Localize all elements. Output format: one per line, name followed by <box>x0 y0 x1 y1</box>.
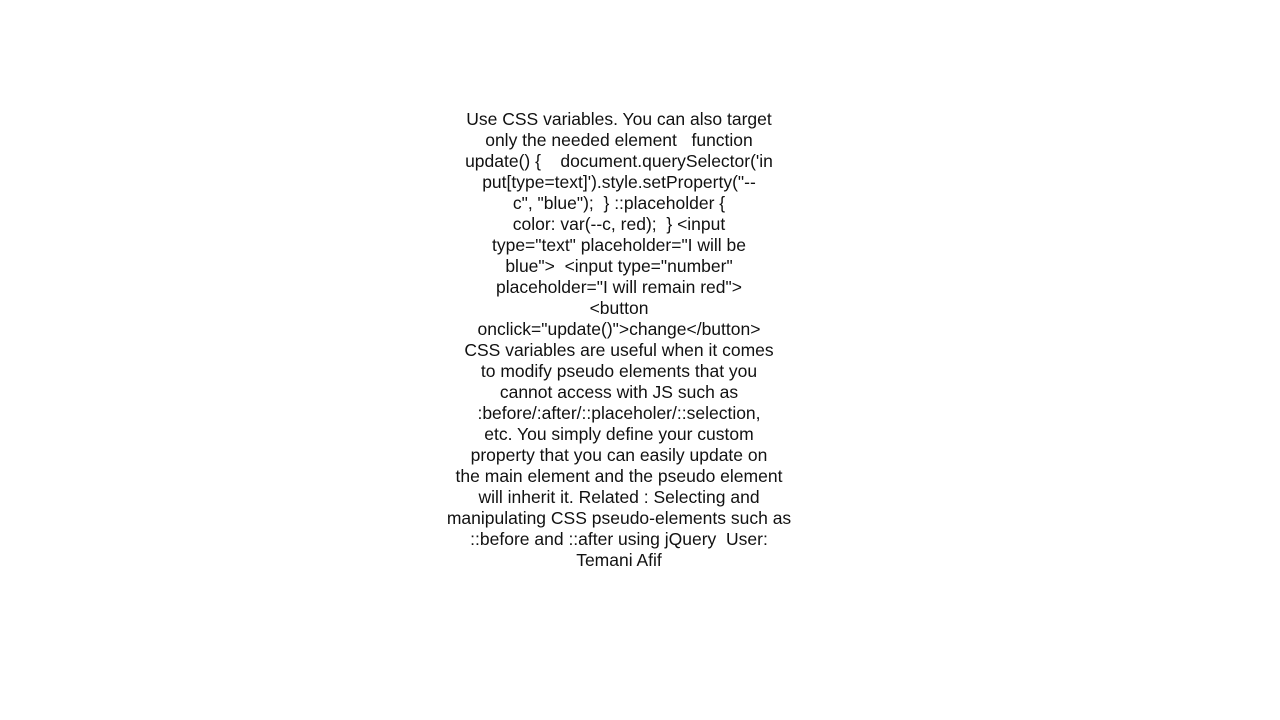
text-line: :before/:after/::placeholer/::selection, <box>477 403 761 423</box>
text-line: etc. You simply define your custom <box>484 424 754 444</box>
text-line: property that you can easily update on <box>470 445 768 465</box>
text-line: put[type=text]').style.setProperty("-- <box>482 172 756 192</box>
text-line: c", "blue"); } ::placeholder { <box>512 193 726 213</box>
text-line: color: var(--c, red); } <input <box>512 214 726 234</box>
text-line: CSS variables are useful when it comes <box>464 340 774 360</box>
text-line: placeholder="I will remain red"> <box>496 277 742 297</box>
text-line: onclick="update()">change</button> <box>477 319 761 339</box>
text-line: type="text" placeholder="I will be <box>491 235 747 255</box>
text-line: only the needed element function <box>485 130 753 150</box>
text-line: to modify pseudo elements that you <box>480 361 758 381</box>
text-line: update() { document.querySelector('in <box>465 151 773 171</box>
text-line: <button <box>589 298 649 318</box>
text-line: will inherit it. Related : Selecting and <box>478 487 760 507</box>
text-line: the main element and the pseudo element <box>455 466 783 486</box>
text-line: Temani Afif <box>576 550 662 570</box>
text-line: Use CSS variables. You can also target <box>466 109 772 129</box>
answer-text-block <box>440 109 798 571</box>
text-line: ::before and ::after using jQuery User: <box>470 529 768 549</box>
text-line: blue"> <input type="number" <box>505 256 733 276</box>
text-line: manipulating CSS pseudo-elements such as <box>446 508 792 528</box>
text-line: cannot access with JS such as <box>499 382 739 402</box>
